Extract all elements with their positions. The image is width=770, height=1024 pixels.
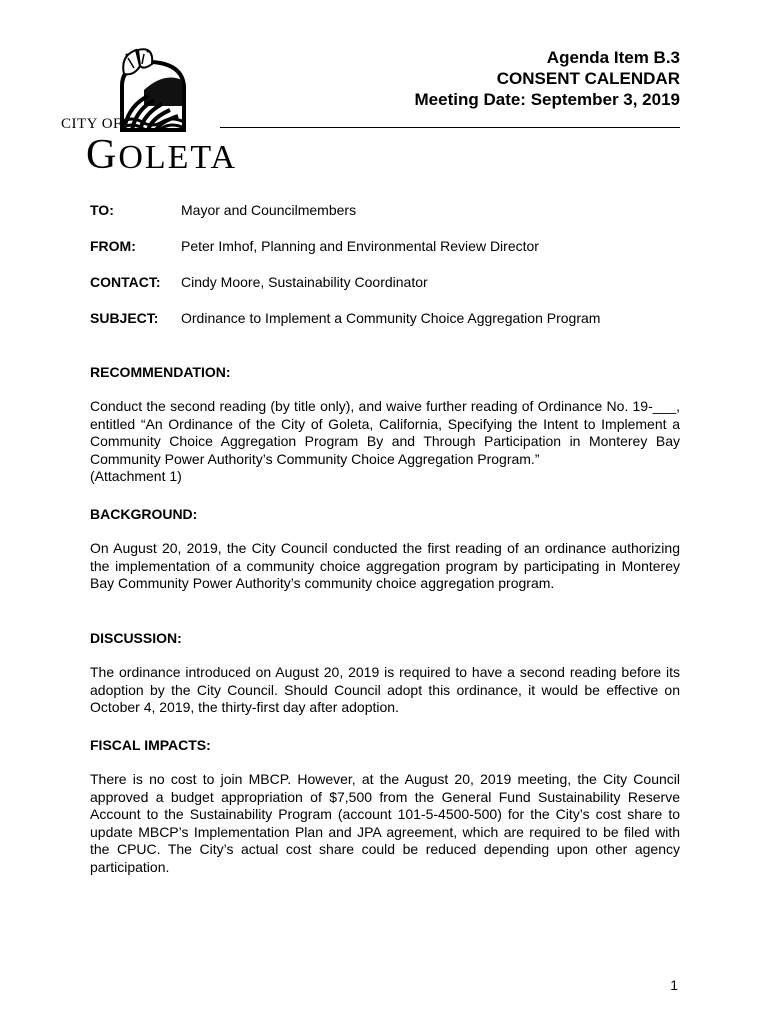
logo-g: G [86, 132, 119, 178]
background-text: On August 20, 2019, the City Council conducted the first reading of an ordinance authorizing the implementation of a community choice aggregation program by participating in Monterey Bay Community Power Authority’s community choice aggregation program. [90, 540, 680, 591]
to-label: TO: [90, 202, 114, 218]
from-label: FROM: [90, 238, 136, 254]
subject-label: SUBJECT: [90, 310, 159, 326]
goleta-emblem-icon [114, 46, 192, 132]
recommendation-text: Conduct the second reading (by title only), and waive further reading of Ordinance No. 19-___, entitled “An Ordinance of the City of Goleta, California, Specifying the Intent to Implement a Community Choice Aggregation Program By and Through Participation in Monterey Bay Community Power Authority’s Community Choice Aggregation Program.” [90, 398, 680, 467]
recommendation-heading: RECOMMENDATION: [90, 364, 231, 380]
fiscal-heading: FISCAL IMPACTS: [90, 737, 211, 753]
recommendation-attachment: (Attachment 1) [90, 468, 182, 484]
agenda-item: Agenda Item B.3 [546, 48, 680, 67]
city-logo [56, 46, 236, 181]
contact-label: CONTACT: [90, 274, 161, 290]
discussion-section [90, 664, 680, 717]
from-value: Peter Imhof, Planning and Environmental Review Director [181, 238, 539, 254]
page-number: 1 [670, 977, 678, 993]
recommendation-section [90, 398, 680, 486]
fiscal-section [90, 771, 680, 876]
logo-city-of: CITY OF [61, 116, 122, 132]
fiscal-text: There is no cost to join MBCP. However, at the August 20, 2019 meeting, the City Council approved a budget appropriation of $7,500 from the General Fund Sustainability Reserve Account to the Sustainability Program (account 101-5-4500-500) for the City’s cost share to update MBCP’s Implementation Plan and JPA agreement, which are required to be filed with the CPUC. The City’s actual cost share could be reduced depending upon other agency participation. [90, 771, 680, 875]
consent-calendar: CONSENT CALENDAR [496, 69, 680, 88]
meeting-date: Meeting Date: September 3, 2019 [414, 90, 680, 109]
discussion-text: The ordinance introduced on August 20, 2019 is required to have a second reading before its adoption by the City Council. Should Council adopt this ordinance, it would be effective on October 4, 2019, the thirty-first day after adoption. [90, 664, 680, 715]
contact-value: Cindy Moore, Sustainability Coordinator [181, 274, 428, 290]
logo-name-rest: OLETA [118, 139, 238, 176]
background-heading: BACKGROUND: [90, 506, 198, 522]
to-value: Mayor and Councilmembers [181, 202, 357, 218]
header-divider [220, 127, 680, 128]
subject-value: Ordinance to Implement a Community Choice Aggregation Program [181, 310, 601, 326]
agenda-info [415, 47, 680, 110]
logo-goleta-wordmark [86, 132, 238, 178]
discussion-heading: DISCUSSION: [90, 630, 182, 646]
background-section [90, 540, 680, 593]
